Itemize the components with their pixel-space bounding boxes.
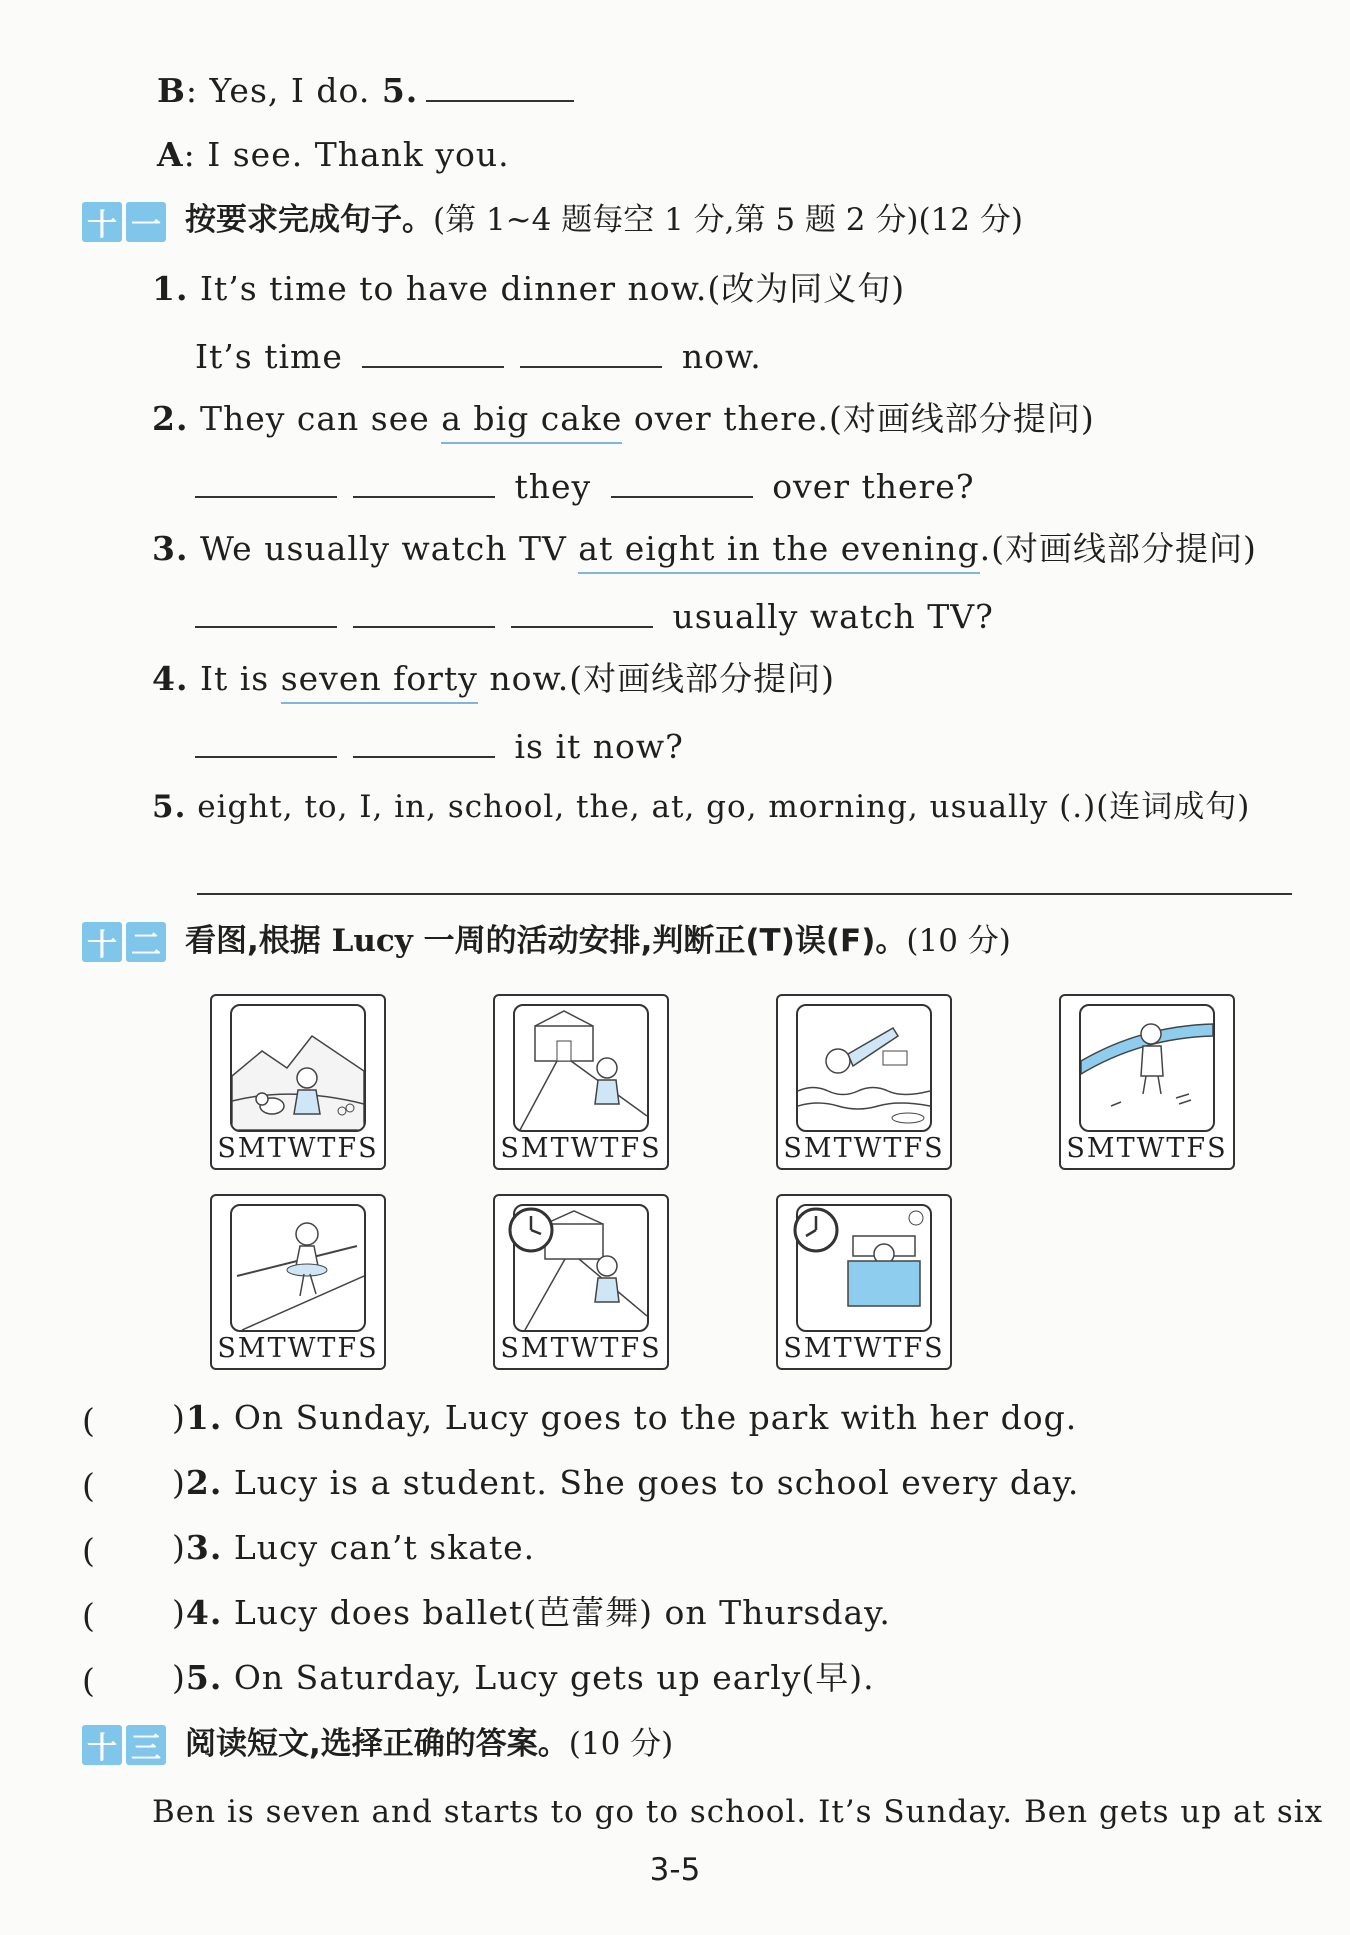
question-number: 5.: [152, 789, 187, 825]
statement-number: 5.: [185, 1658, 223, 1697]
answer-text: now.: [681, 337, 762, 376]
tf-answer-box-5[interactable]: (: [82, 1661, 95, 1700]
answer-text: It’s time: [195, 337, 343, 376]
question-number: 1.: [152, 269, 189, 308]
tf-statement-5: )5. On Saturday, Lucy gets up early(早).: [172, 1658, 875, 1697]
statement-number: 3.: [185, 1528, 223, 1567]
question-4: [152, 659, 836, 698]
question-text: over there.: [622, 399, 830, 438]
question-text: It is: [199, 659, 281, 698]
picture-card-bed: [776, 1194, 952, 1370]
swimming-icon: [798, 1006, 930, 1130]
dialogue-line-a: A: I see. Thank you.: [157, 135, 510, 174]
answer-text: is it now?: [514, 727, 684, 766]
answer-blank[interactable]: [353, 728, 495, 758]
reading-passage: Ben is seven and starts to go to school. It’s Sunday. Ben gets up at six: [152, 1794, 1324, 1830]
question-text: now.: [477, 659, 570, 698]
week-days: SMTWTFS: [500, 1133, 662, 1164]
answer-blank[interactable]: [195, 728, 337, 758]
picture-card-skate: [1059, 994, 1235, 1170]
statement-number: 2.: [185, 1463, 223, 1502]
statement-number: 4.: [185, 1593, 223, 1632]
ballet-icon: [232, 1206, 364, 1330]
section-badge-12: [82, 922, 166, 962]
statement-text: On Saturday, Lucy gets up early(早).: [233, 1658, 875, 1697]
section-badge-11: [82, 202, 166, 242]
underlined-phrase: seven forty: [281, 659, 478, 704]
section-heading: 按要求完成句子。: [185, 202, 433, 238]
answer-blank[interactable]: [362, 338, 504, 368]
section-title-11: [185, 202, 1023, 238]
tf-answer-box-1[interactable]: (: [82, 1401, 95, 1440]
answer-blank[interactable]: [195, 468, 337, 498]
question-text: .: [979, 529, 992, 568]
question-2: [152, 399, 1095, 438]
answer-blank[interactable]: [511, 598, 653, 628]
tf-answer-box-3[interactable]: (: [82, 1531, 95, 1570]
section-score: (第 1~4 题每空 1 分,第 5 题 2 分)(12 分): [433, 202, 1023, 238]
question-hint: (对画线部分提问): [569, 659, 836, 698]
statement-text: Lucy can’t skate.: [233, 1528, 536, 1567]
week-days: SMTWTFS: [783, 1133, 945, 1164]
badge-char: 三: [126, 1725, 166, 1765]
section-score: (10 分): [568, 1726, 674, 1762]
skating-icon: [1081, 1006, 1213, 1130]
answer-line-4: [187, 727, 684, 766]
section-score: (10 分): [906, 923, 1011, 959]
question-number: 2.: [152, 399, 189, 438]
section-heading: 阅读短文,选择正确的答案。: [185, 1726, 569, 1762]
statement-text: Lucy is a student. She goes to school every day.: [233, 1463, 1080, 1502]
statement-number: 1.: [185, 1398, 223, 1437]
week-days: SMTWTFS: [500, 1333, 662, 1364]
tf-statement-4: )4. Lucy does ballet(芭蕾舞) on Thursday.: [172, 1593, 891, 1632]
section-title-13: [185, 1726, 674, 1762]
statement-text: Lucy does ballet(芭蕾舞) on Thursday.: [233, 1593, 891, 1632]
answer-blank[interactable]: [353, 598, 495, 628]
question-number: 3.: [152, 529, 189, 568]
section-title-12: [185, 923, 1011, 959]
dialogue-b-text: Yes, I do.: [209, 71, 371, 110]
question-1: [152, 269, 906, 308]
badge-char: 一: [126, 202, 166, 242]
week-days: SMTWTFS: [217, 1133, 379, 1164]
clock-icon: [792, 1206, 840, 1254]
question-hint: (连词成句): [1096, 789, 1251, 825]
page-number: 3-5: [649, 1852, 701, 1888]
week-days: SMTWTFS: [1066, 1133, 1228, 1164]
question-3: [152, 529, 1257, 568]
tf-answer-box-4[interactable]: (: [82, 1596, 95, 1635]
picture-card-swim: [776, 994, 952, 1170]
dialogue-line-b: B: Yes, I do. 5.: [157, 72, 582, 107]
speaker-b: B: [157, 71, 186, 110]
answer-blank[interactable]: [353, 468, 495, 498]
week-days: SMTWTFS: [783, 1333, 945, 1364]
picture-card-park: [210, 994, 386, 1170]
picture-card-ballet: [210, 1194, 386, 1370]
question-text: They can see: [199, 399, 442, 438]
tf-statement-2: )2. Lucy is a student. She goes to school every day.: [172, 1463, 1080, 1502]
picture-card-school-clock: [493, 1194, 669, 1370]
underlined-phrase: at eight in the evening: [578, 529, 979, 574]
week-days: SMTWTFS: [217, 1333, 379, 1364]
speaker-a: A: [157, 135, 184, 174]
blank-number-5: 5.: [381, 71, 419, 110]
answer-line-1: [195, 337, 762, 376]
park-with-dog-icon: [232, 1006, 364, 1130]
section-heading: 一周的活动安排,判断正(T)误(F)。: [412, 923, 907, 959]
question-text: It’s time to have dinner now.: [199, 269, 708, 308]
answer-line-2: [187, 467, 975, 506]
section-heading: 看图,根据: [185, 923, 332, 959]
answer-line-3: [187, 597, 994, 636]
answer-line-5[interactable]: [197, 893, 1292, 895]
picture-card-school: [493, 994, 669, 1170]
tf-answer-box-2[interactable]: (: [82, 1466, 95, 1505]
badge-char: 十: [82, 202, 122, 242]
answer-text: they: [514, 467, 592, 506]
question-text: We usually watch TV: [199, 529, 579, 568]
dialogue-a-text: I see. Thank you.: [207, 135, 510, 174]
walk-to-school-icon: [515, 1006, 647, 1130]
answer-blank[interactable]: [195, 598, 337, 628]
badge-char: 二: [126, 922, 166, 962]
answer-blank[interactable]: [426, 72, 574, 102]
tf-statement-1: )1. On Sunday, Lucy goes to the park with her dog.: [172, 1398, 1078, 1437]
section-badge-13: [82, 1725, 166, 1765]
clock-icon: [507, 1206, 555, 1254]
question-text: eight, to, I, in, school, the, at, go, morning, usually (.): [197, 789, 1097, 825]
answer-text: over there?: [772, 467, 975, 506]
badge-char: 十: [82, 1725, 122, 1765]
answer-blank[interactable]: [611, 468, 753, 498]
tf-statement-3: )3. Lucy can’t skate.: [172, 1528, 536, 1567]
statement-text: On Sunday, Lucy goes to the park with her dog.: [233, 1398, 1078, 1437]
answer-text: usually watch TV?: [672, 597, 994, 636]
question-5: [152, 789, 1251, 825]
question-number: 4.: [152, 659, 189, 698]
question-hint: (对画线部分提问): [991, 529, 1257, 568]
underlined-phrase: a big cake: [441, 399, 622, 444]
section-heading-name: Lucy: [331, 923, 413, 959]
answer-blank[interactable]: [520, 338, 662, 368]
question-hint: (对画线部分提问): [829, 399, 1095, 438]
badge-char: 十: [82, 922, 122, 962]
question-hint: (改为同义句): [707, 269, 906, 308]
